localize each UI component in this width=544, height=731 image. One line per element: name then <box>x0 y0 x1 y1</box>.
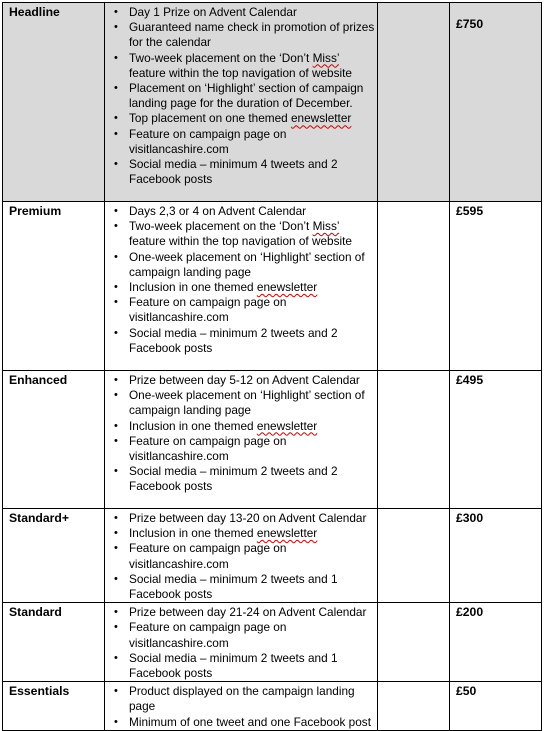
feature-item: • Feature on campaign page on visitlancashire.com <box>105 541 375 571</box>
packages-table <box>2 2 542 731</box>
package-name: Essentials <box>3 682 105 731</box>
feature-item: • Social media – minimum 2 tweets and 1 Facebook posts <box>105 572 375 602</box>
package-name: Premium <box>3 202 105 371</box>
features-list <box>105 202 377 356</box>
feature-item: • Two-week placement on the ‘Don’t Miss’ feature within the top navigation of website <box>105 219 375 249</box>
feature-item: • Feature on campaign page on visitlancashire.com <box>105 295 375 325</box>
empty-cell <box>378 202 450 371</box>
feature-item: • Social media – minimum 2 tweets and 2 Facebook posts <box>105 326 375 356</box>
feature-item: • Days 2,3 or 4 on Advent Calendar <box>105 204 375 219</box>
feature-item: • Product displayed on the campaign landing page <box>105 684 375 714</box>
package-name: Standard <box>3 603 105 682</box>
feature-item: • Social media – minimum 2 tweets and 1 Facebook posts <box>105 651 375 681</box>
package-features-cell <box>105 3 378 202</box>
package-features-cell <box>105 509 378 603</box>
feature-item: • One-week placement on ‘Highlight’ section of campaign landing page <box>105 388 375 418</box>
feature-item: • Two-week placement on the ‘Don’t Miss’ feature within the top navigation of website <box>105 51 375 81</box>
feature-item: • Minimum of one tweet and one Facebook post <box>105 715 375 730</box>
empty-cell <box>378 603 450 682</box>
package-features-cell <box>105 603 378 682</box>
empty-cell <box>378 371 450 509</box>
package-features-cell <box>105 202 378 371</box>
feature-item: • Social media – minimum 4 tweets and 2 Facebook posts <box>105 157 375 187</box>
feature-item: • Guaranteed name check in promotion of prizes for the calendar <box>105 20 375 50</box>
package-price: £50 <box>450 682 542 731</box>
package-price: £595 <box>450 202 542 371</box>
feature-item: • Top placement on one themed enewsletter <box>105 111 375 126</box>
feature-item: • Placement on ‘Highlight’ section of campaign landing page for the duration of December. <box>105 81 375 111</box>
package-price: £200 <box>450 603 542 682</box>
feature-item: • Prize between day 21-24 on Advent Calendar <box>105 605 375 620</box>
package-features-cell <box>105 682 378 731</box>
package-row-standard <box>3 603 542 682</box>
empty-cell <box>378 509 450 603</box>
empty-cell <box>378 3 450 202</box>
package-price: £495 <box>450 371 542 509</box>
feature-item: • Prize between day 5-12 on Advent Calendar <box>105 373 375 388</box>
features-list <box>105 509 377 602</box>
feature-item: • Social media – minimum 2 tweets and 2 Facebook posts <box>105 464 375 494</box>
packages-table-body <box>3 3 542 731</box>
feature-item: • Feature on campaign page on visitlancashire.com <box>105 434 375 464</box>
feature-item: • Feature on campaign page on visitlancashire.com <box>105 620 375 650</box>
package-name: Standard+ <box>3 509 105 603</box>
package-name: Enhanced <box>3 371 105 509</box>
feature-item: • One-week placement on ‘Highlight’ section of campaign landing page <box>105 250 375 280</box>
feature-item: • Prize between day 13-20 on Advent Calendar <box>105 511 375 526</box>
package-name: Headline <box>3 3 105 202</box>
empty-cell <box>378 682 450 731</box>
feature-item: • Inclusion in one themed enewsletter <box>105 280 375 295</box>
feature-item: • Day 1 Prize on Advent Calendar <box>105 5 375 20</box>
package-price: £750 <box>450 3 542 202</box>
package-row-essentials <box>3 682 542 731</box>
features-list <box>105 682 377 730</box>
features-list <box>105 603 377 681</box>
package-features-cell <box>105 371 378 509</box>
features-list <box>105 3 377 187</box>
package-price: £300 <box>450 509 542 603</box>
package-row-standard <box>3 509 542 603</box>
features-list <box>105 371 377 495</box>
package-row-headline <box>3 3 542 202</box>
feature-item: • Inclusion in one themed enewsletter <box>105 419 375 434</box>
package-row-enhanced <box>3 371 542 509</box>
feature-item: • Inclusion in one themed enewsletter <box>105 526 375 541</box>
feature-item: • Feature on campaign page on visitlancashire.com <box>105 127 375 157</box>
package-row-premium <box>3 202 542 371</box>
